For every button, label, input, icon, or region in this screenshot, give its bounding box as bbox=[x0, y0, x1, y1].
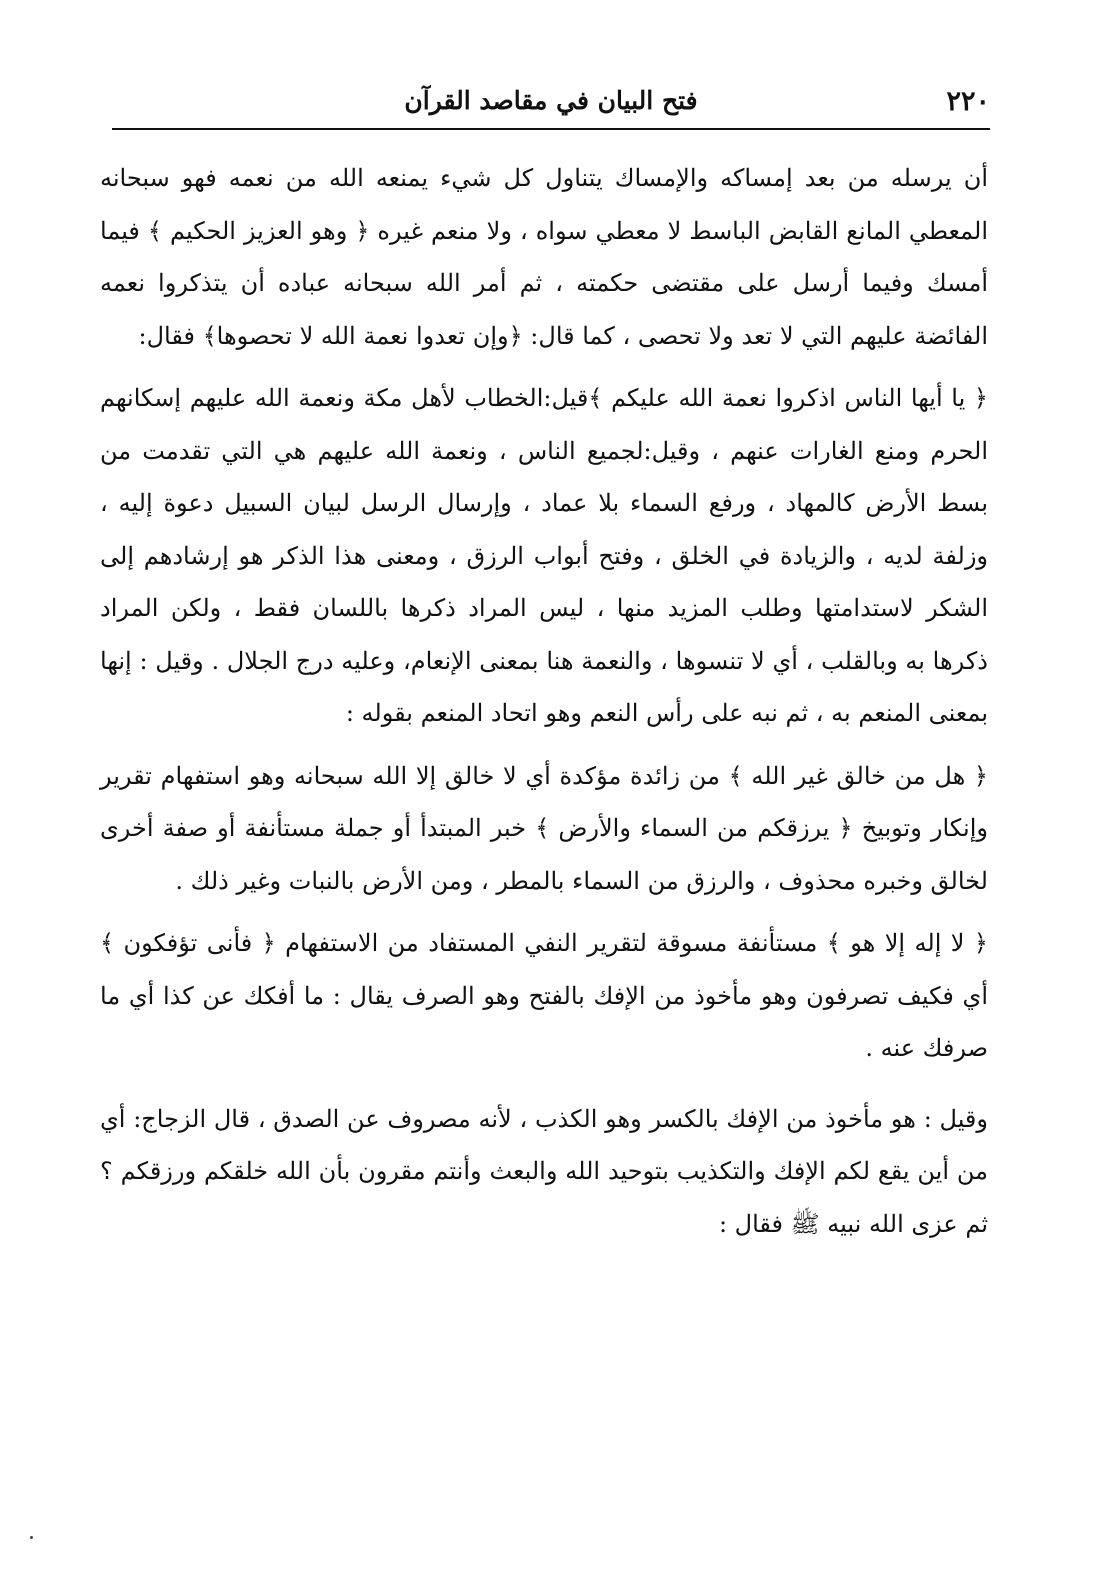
page-number: ٢٢٠ bbox=[946, 86, 990, 117]
header-rule bbox=[112, 128, 990, 130]
margin-speck bbox=[30, 1536, 33, 1539]
paragraph-1: أن يرسله من بعد إمساكه والإمساك يتناول كل شيء يمنعه الله من نعمه فهو سبحانه المعطي المانع القابض الباسط لا معطي سواه ، ولا منعم غيره ﴿ وهو العزيز الحكيم ﴾ فيما أمسك وفيما أرسل على مقتضى حكمته ، ثم أمر الله سبحانه عباده أن يتذكروا نعمه الفائضة عليهم التي لا تعد ولا تحصى ، كما قال: ﴿وإن تعدوا نعمة الله لا تحصوها﴾ فقال: bbox=[100, 164, 988, 350]
running-title: فتح البيان في مقاصد القرآن bbox=[404, 86, 698, 115]
page-body bbox=[100, 152, 988, 1250]
paragraph-5: وقيل : هو مأخوذ من الإفك بالكسر وهو الكذب ، لأنه مصروف عن الصدق ، قال الزجاج: أي من أين يقع لكم الإفك والتكذيب بتوحيد الله والبعث وأنتم مقرون بأن الله خلقكم ورزقكم ؟ ثم عزى الله نبيه ﷺ فقال : bbox=[100, 1104, 988, 1238]
paragraph-3: ﴿ هل من خالق غير الله ﴾ من زائدة مؤكدة أي لا خالق إلا الله سبحانه وهو استفهام تقرير وإنكار وتوبيخ ﴿ يرزقكم من السماء والأرض ﴾ خبر المبتدأ أو جملة مستأنفة أو صفة أخرى لخالق وخبره محذوف ، والرزق من السماء بالمطر ، ومن الأرض بالنبات وغير ذلك . bbox=[100, 761, 988, 895]
paragraph-2: ﴿ يا أيها الناس اذكروا نعمة الله عليكم ﴾قيل:الخطاب لأهل مكة ونعمة الله عليهم إسكانهم الحرم ومنع الغارات عنهم ، وقيل:لجميع الناس ، ونعمة الله عليهم هي التي تقدمت من بسط الأرض كالمهاد ، ورفع السماء بلا عماد ، وإرسال الرسل لبيان السبيل دعوة إليه ، وزلفة لديه ، والزيادة في الخلق ، وفتح أبواب الرزق ، ومعنى هذا الذكر هو إرشادهم إلى الشكر لاستدامتها وطلب المزيد منها ، ليس المراد ذكرها باللسان فقط ، ولكن المراد ذكرها به وبالقلب ، أي لا تنسوها ، والنعمة هنا بمعنى الإنعام، وعليه درج الجلال . وقيل : إنها بمعنى المنعم به ، ثم نبه على رأس النعم وهو اتحاد المنعم بقوله : bbox=[100, 384, 989, 727]
paragraph-4: ﴿ لا إله إلا هو ﴾ مستأنفة مسوقة لتقرير النفي المستفاد من الاستفهام ﴿ فأنى تؤفكون ﴾ أي فكيف تصرفون وهو مأخوذ من الإفك بالفتح وهو الصرف يقال : ما أفكك عن كذا أي ما صرفك عنه . bbox=[100, 929, 988, 1062]
page-header bbox=[112, 78, 990, 130]
